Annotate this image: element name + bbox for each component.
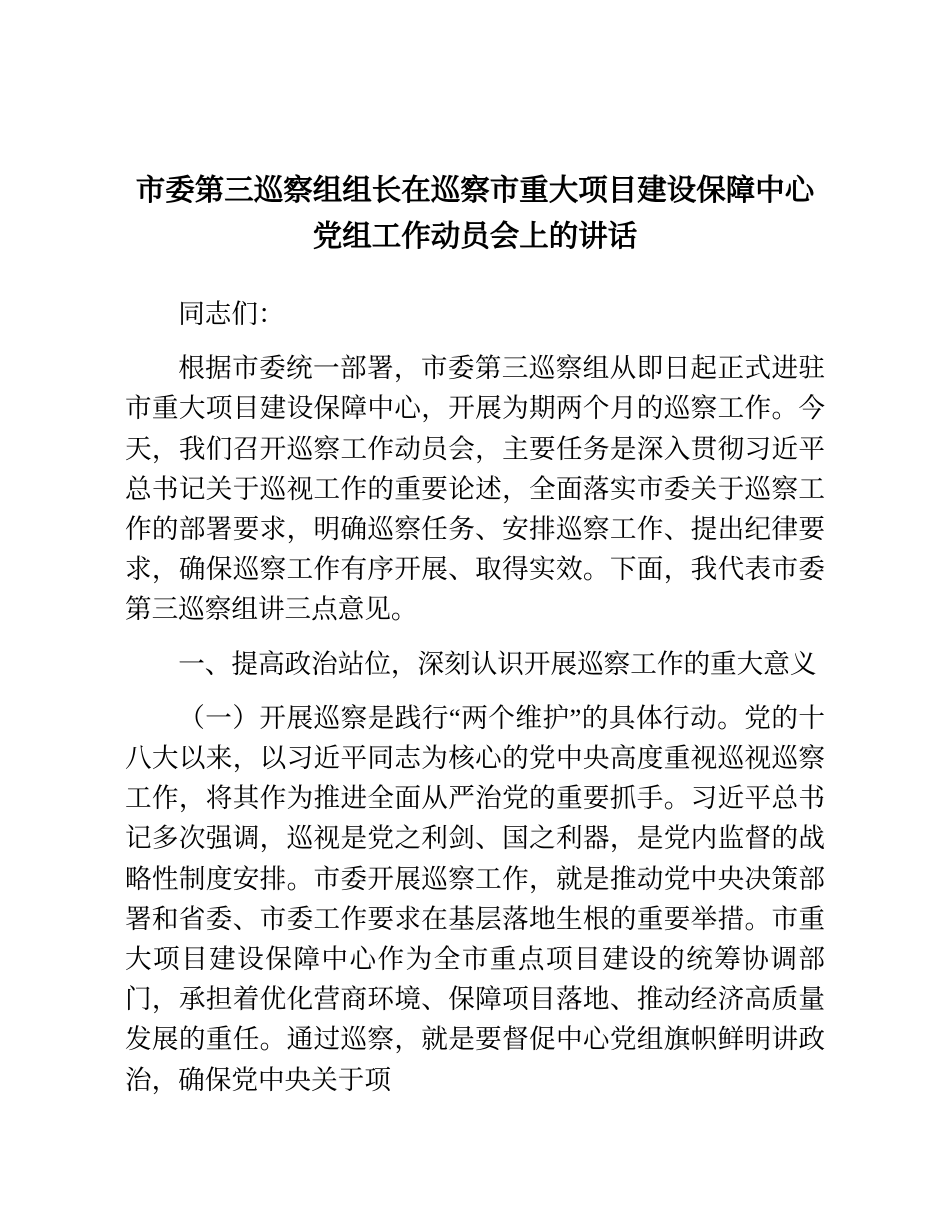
page-title: 市委第三巡察组组长在巡察市重大项目建设保障中心党组工作动员会上的讲话 xyxy=(135,174,815,253)
subsection-paragraph-1: （一）开展巡察是践行“两个维护”的具体行动。党的十八大以来，以习近平同志为核心的党中央高度重视巡视巡察工作，将其作为推进全面从严治党的重要抓手。习近平总书记多次强调，巡视是党之利剑、国之利器，是党内监督的战略性制度安排。市委开展巡察工作，就是推动党中央决策部署和省委、市委工作要求在基层落地生根的重要举措。市重大项目建设保障中心作为全市重点项目建设的统筹协调部门，承担着优化营商环境、保障项目落地、推动经济高质量发展的重任。通过巡察，就是要督促中心党组旗帜鲜明讲政治，确保党中央关于项 xyxy=(125,702,825,1095)
section-heading-1: 一、提高政治站位，深刻认识开展巡察工作的重大意义 xyxy=(178,648,817,679)
salutation-paragraph: 同志们： xyxy=(178,299,285,329)
document-body xyxy=(125,0,825,1100)
intro-paragraph: 根据市委统一部署，市委第三巡察组从即日起正式进驻市重大项目建设保障中心，开展为期两个月的巡察工作。今天，我们召开巡察工作动员会，主要任务是深入贯彻习近平总书记关于巡视工作的重要论述，全面落实市委关于巡察工作的部署要求，明确巡察任务、安排巡察工作、提出纪律要求，确保巡察工作有序开展、取得实效。下面，我代表市委第三巡察组讲三点意见。 xyxy=(125,353,825,625)
